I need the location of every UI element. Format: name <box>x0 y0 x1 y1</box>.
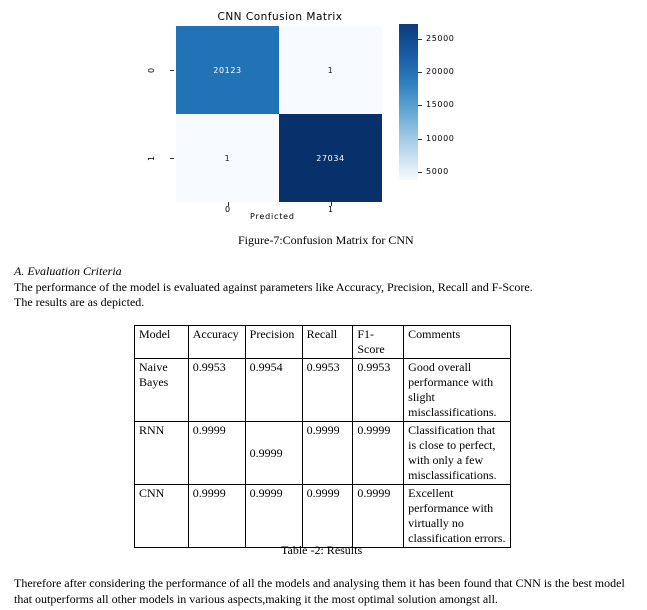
x-axis-label: Predicted <box>250 212 295 221</box>
colorbar <box>399 24 418 180</box>
column-header: Comments <box>404 326 511 359</box>
colorbar-tick-mark <box>418 172 422 173</box>
colorbar-tick-label: 10000 <box>426 134 455 143</box>
table-row <box>135 422 511 485</box>
table-row <box>135 485 511 548</box>
colorbar-tick-label: 25000 <box>426 34 455 43</box>
table-cell: 0.9953 <box>302 359 353 422</box>
table-cell: RNN <box>135 422 189 485</box>
table-header-row <box>135 326 511 359</box>
table-cell: Good overall performance with slight misclassifications. <box>404 359 511 422</box>
colorbar-tick-mark <box>418 39 422 40</box>
table-cell: Naive Bayes <box>135 359 189 422</box>
colorbar-tick-mark <box>418 72 422 73</box>
table-cell: 0.9999 <box>188 422 245 485</box>
colorbar-tick-mark <box>418 105 422 106</box>
table-cell: 0.9999 <box>245 485 302 548</box>
heatmap-cell: 27034 <box>279 114 382 202</box>
heatmap-cell: 1 <box>176 114 279 202</box>
table-cell: 0.9999 <box>353 485 404 548</box>
y-tick-label-1: 1 <box>147 155 157 162</box>
x-tick-label-0: 0 <box>225 205 231 214</box>
table-cell: Excellent performance with virtually no classification errors. <box>404 485 511 548</box>
results-table <box>134 325 511 548</box>
y-tick-label-0: 0 <box>147 67 157 74</box>
heatmap-cell: 20123 <box>176 26 279 114</box>
column-header: Recall <box>302 326 353 359</box>
conclusion-paragraph: Therefore after considering the performance of all the models and analysing them it has been found that CNN is the best model that outperforms all other models in various aspects,making it the most optimal solution amongst all. <box>14 576 625 606</box>
chart-title: CNN Confusion Matrix <box>217 11 343 23</box>
table-row <box>135 359 511 422</box>
heatmap-cell: 1 <box>279 26 382 114</box>
column-header: Accuracy <box>188 326 245 359</box>
table-cell: 0.9999 <box>245 422 302 485</box>
table-caption: Table -2: Results <box>281 543 363 557</box>
table-cell: 0.9999 <box>188 485 245 548</box>
section-heading: A. Evaluation Criteria <box>14 264 122 278</box>
table-cell: 0.9954 <box>245 359 302 422</box>
table-cell: Classification that is close to perfect, with only a few misclassifications. <box>404 422 511 485</box>
column-header: Precision <box>245 326 302 359</box>
y-tick-mark-0 <box>170 70 174 71</box>
table-cell: 0.9953 <box>188 359 245 422</box>
colorbar-tick-label: 15000 <box>426 100 455 109</box>
colorbar-tick-mark <box>418 139 422 140</box>
paragraph: The performance of the model is evaluated against parameters like Accuracy, Precision, Recall and F-Score. <box>14 280 533 294</box>
column-header: F1-Score <box>353 326 404 359</box>
table-cell: 0.9999 <box>302 485 353 548</box>
figure-caption: Figure-7:Confusion Matrix for CNN <box>238 233 414 247</box>
table-cell: 0.9953 <box>353 359 404 422</box>
x-tick-label-1: 1 <box>328 205 334 214</box>
table-cell: CNN <box>135 485 189 548</box>
column-header: Model <box>135 326 189 359</box>
colorbar-tick-label: 20000 <box>426 67 455 76</box>
table-cell: 0.9999 <box>302 422 353 485</box>
colorbar-tick-label: 5000 <box>426 167 449 176</box>
table-cell: 0.9999 <box>353 422 404 485</box>
y-tick-mark-1 <box>170 158 174 159</box>
paragraph: The results are as depicted. <box>14 295 145 309</box>
